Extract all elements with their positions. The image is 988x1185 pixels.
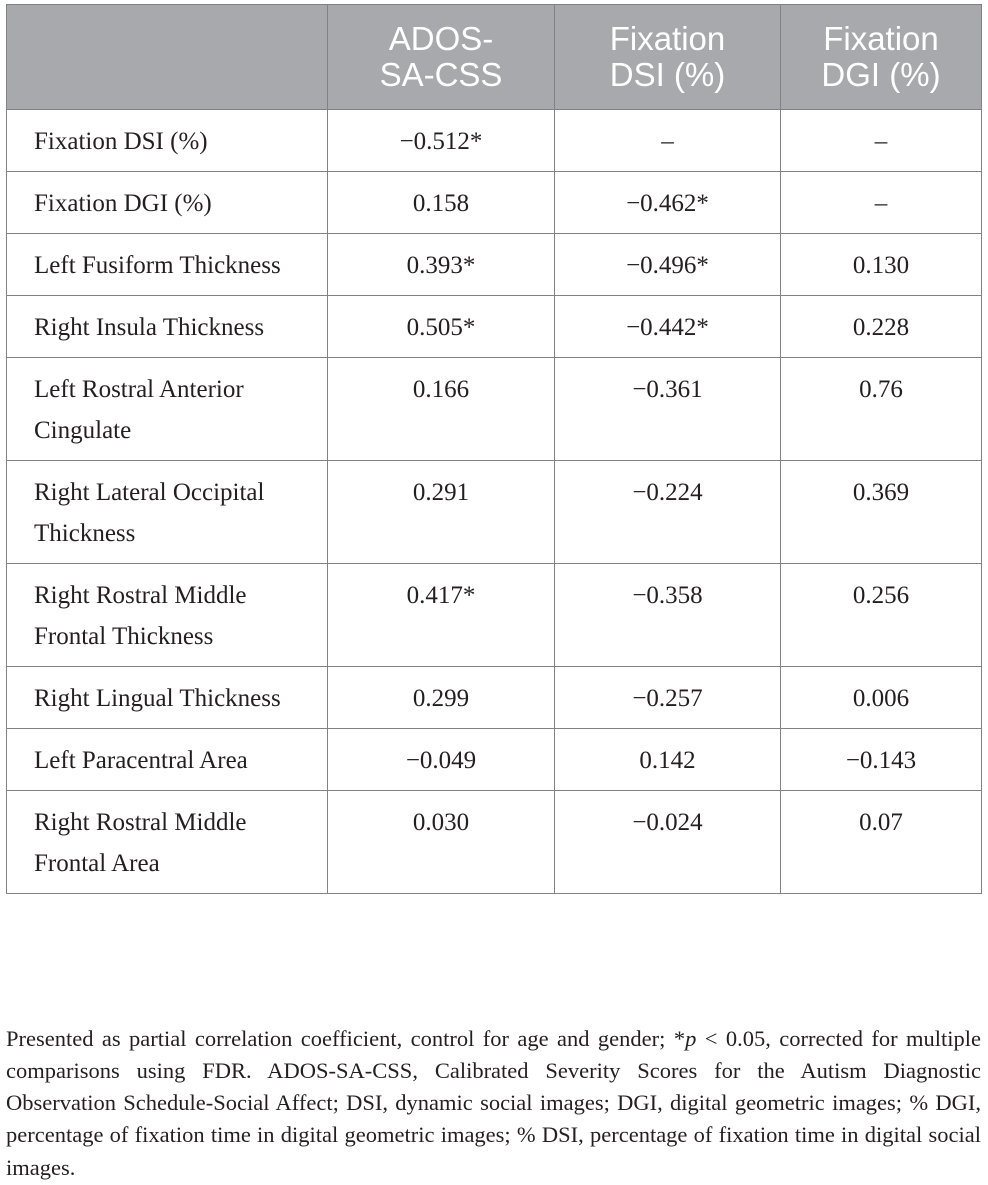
header-dsi-line2: DSI (%) [609,56,726,93]
table-row [7,358,982,461]
cell-ados: 0.299 [328,667,555,729]
header-fixation-dgi [781,5,982,110]
cell-dgi: 0.07 [781,791,982,894]
cell-ados: 0.291 [328,461,555,564]
cell-dgi: 0.006 [781,667,982,729]
cell-dsi: −0.442* [555,296,781,358]
table-row [7,234,982,296]
header-fixation-dsi [555,5,781,110]
row-label: Fixation DSI (%) [7,110,328,172]
header-dgi-line2: DGI (%) [821,56,941,93]
table-row [7,296,982,358]
table-row [7,729,982,791]
header-dgi-line1: Fixation [823,20,939,57]
cell-dgi: 0.130 [781,234,982,296]
row-label: Fixation DGI (%) [7,172,328,234]
cell-dgi: 0.256 [781,564,982,667]
correlation-table-container [6,4,981,894]
correlation-table [6,4,982,894]
cell-dsi: – [555,110,781,172]
cell-dgi: 0.228 [781,296,982,358]
row-label: Left Rostral Anterior Cingulate [7,358,328,461]
row-label: Right Lateral Occipital Thickness [7,461,328,564]
row-label: Right Insula Thickness [7,296,328,358]
table-header-row [7,5,982,110]
table-row [7,564,982,667]
cell-dsi: 0.142 [555,729,781,791]
table-row [7,461,982,564]
footnote-part2: < 0.05, corrected for multiple comparisons using FDR. ADOS-SA-CSS, Calibrated Severity Scores for the Autism Diagnostic Observation Schedule-Social Affect; DSI, dynamic social images; DGI, digital geometric images; % DGI, percentage of fixation time in digital geometric images; % DSI, percentage of fixation time in digital social images. [6,1025,981,1180]
cell-ados: −0.049 [328,729,555,791]
cell-ados: 0.030 [328,791,555,894]
cell-ados: −0.512* [328,110,555,172]
row-label: Left Fusiform Thickness [7,234,328,296]
row-label: Right Lingual Thickness [7,667,328,729]
cell-dgi: – [781,172,982,234]
header-blank-cell [7,5,328,110]
cell-ados: 0.158 [328,172,555,234]
cell-dsi: −0.024 [555,791,781,894]
cell-dsi: −0.462* [555,172,781,234]
header-ados-line1: ADOS- [388,20,494,57]
row-label: Left Paracentral Area [7,729,328,791]
table-row [7,172,982,234]
table-row [7,791,982,894]
cell-dsi: −0.257 [555,667,781,729]
cell-dgi: 0.76 [781,358,982,461]
cell-dsi: −0.361 [555,358,781,461]
footnote-p-symbol: p [685,1025,697,1051]
cell-ados: 0.393* [328,234,555,296]
cell-ados: 0.505* [328,296,555,358]
cell-ados: 0.417* [328,564,555,667]
row-label: Right Rostral Middle Frontal Area [7,791,328,894]
cell-dsi: −0.224 [555,461,781,564]
header-dsi-line1: Fixation [609,20,726,57]
cell-dsi: −0.358 [555,564,781,667]
cell-dsi: −0.496* [555,234,781,296]
table-footnote [6,1023,981,1184]
footnote-part1: Presented as partial correlation coefficient, control for age and gender; * [6,1025,686,1051]
cell-ados: 0.166 [328,358,555,461]
table-row [7,667,982,729]
header-ados-line2: SA-CSS [379,56,503,93]
cell-dgi: 0.369 [781,461,982,564]
header-ados-sa-css [328,5,555,110]
cell-dgi: – [781,110,982,172]
cell-dgi: −0.143 [781,729,982,791]
row-label: Right Rostral Middle Frontal Thickness [7,564,328,667]
table-row [7,110,982,172]
